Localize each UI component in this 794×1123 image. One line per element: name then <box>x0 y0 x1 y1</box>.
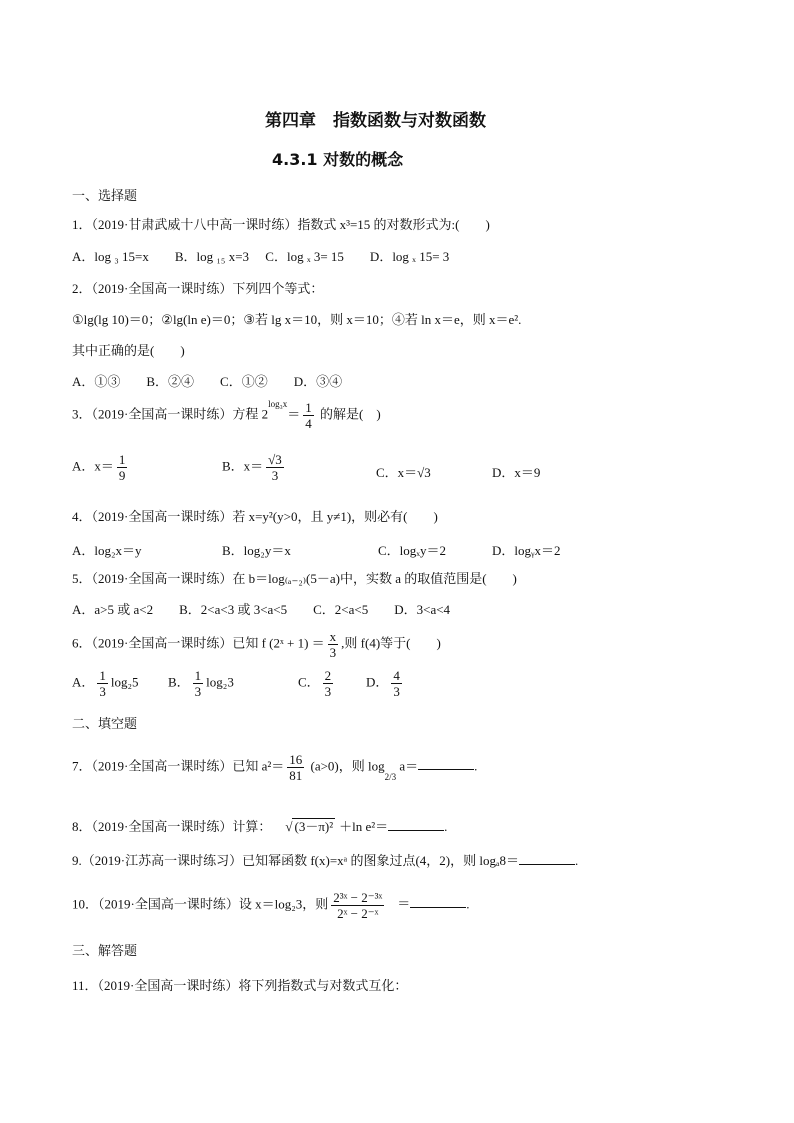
fraction-denominator: 81 <box>289 768 303 783</box>
option-fraction <box>97 668 108 699</box>
question-11-stem: 11．（2019·全国高一课时练）将下列指数式与对数式互化： <box>72 978 408 993</box>
question-4-option-c: C．logₓy＝2 <box>378 543 447 558</box>
fraction-denominator: 3 <box>194 684 202 699</box>
answer-blank[interactable] <box>418 757 474 770</box>
question-10-stem-a: 10．（2019·全国高一课时练）设 x＝log₂3，则 <box>72 896 329 912</box>
option-fraction <box>117 452 128 483</box>
section-heading-fill: 二、填空题 <box>72 716 138 731</box>
fraction-denominator: 2ˣ − 2⁻ˣ <box>337 906 379 921</box>
fraction-denominator: 3 <box>324 684 332 699</box>
chapter-title: 第四章 指数函数与对数函数 <box>265 111 486 131</box>
question-8-stem-a: 8．（2019·全国高一课时练）计算： <box>72 819 272 834</box>
answer-blank[interactable] <box>519 852 575 865</box>
option-label: C． <box>298 674 320 690</box>
fraction-denominator: 3 <box>271 468 279 483</box>
question-8-stem-b: ＋ln e²＝ <box>339 819 389 834</box>
question-6-stem-a: 6．（2019·全国高一课时练）已知 f (2ˣ + 1) ＝ <box>72 635 325 651</box>
fraction-numerator: 1 <box>118 452 126 467</box>
question-3-stem-c: 的解是( ) <box>316 406 381 422</box>
question-4-option-a: A．log₂x＝y <box>72 543 142 558</box>
question-3-stem <box>72 400 381 431</box>
radicand: (3－π)² <box>294 819 334 834</box>
question-10-stem-b: ＝ <box>397 896 411 912</box>
fraction-numerator: 2 <box>324 668 332 683</box>
question-6-stem <box>72 629 441 660</box>
answer-blank[interactable] <box>410 895 466 908</box>
question-3-option-a <box>72 452 130 483</box>
fraction-numerator: 1 <box>194 668 202 683</box>
answer-blank[interactable] <box>388 818 444 831</box>
question-1-options: A．log ₃ 15=x B．log ₁₅ x=3 C．log ₓ 3= 15 D．log ₓ 15= 3 <box>72 249 450 264</box>
question-3-option-d: D．x＝9 <box>492 465 541 480</box>
question-6-option-c <box>298 668 336 699</box>
fraction-numerator: √3 <box>268 452 282 467</box>
question-6-stem-b: ,则 f(4)等于( ) <box>341 635 441 651</box>
fraction-numerator: 4 <box>393 668 400 683</box>
section-title: 4.3.1 对数的概念 <box>272 150 404 169</box>
question-3-fraction <box>303 400 314 431</box>
question-3-stem-a: 3．（2019·全国高一课时练）方程 2 <box>72 406 269 422</box>
question-1-stem: 1．（2019·甘肃武威十八中高一课时练）指数式 x³=15 的对数形式为:( ) <box>72 217 490 232</box>
question-3-stem-b: ＝ <box>287 406 301 422</box>
question-6-fraction <box>328 629 339 660</box>
question-2-statements: ①lg(lg 10)＝0；②lg(ln e)＝0；③若 lg x＝10，则 x＝10；④若 ln x＝e，则 x＝e². <box>72 312 522 327</box>
option-fraction <box>193 668 204 699</box>
log-base: 2/3 <box>384 772 397 783</box>
fraction-numerator: 16 <box>289 752 303 767</box>
fraction-denominator: 9 <box>118 468 126 483</box>
option-fraction <box>391 668 402 699</box>
question-5-options: A．a>5 或 a<2 B．2<a<3 或 3<a<5 C．2<a<5 D．3<a<4 <box>72 602 451 617</box>
question-8-stem: 8．（2019·全国高一课时练）计算： √ (3－π)² ＋ln e²＝ . <box>72 819 448 834</box>
question-3-option-c: C．x＝√3 <box>376 465 431 480</box>
fraction-numerator: 2³ˣ − 2⁻³ˣ <box>333 890 383 905</box>
question-6-option-b <box>168 668 234 699</box>
question-3-option-b <box>222 452 287 483</box>
option-label: A． <box>72 674 95 690</box>
question-5-stem: 5．（2019·全国高一课时练）在 b＝log₍ₐ₋₂₎(5－a)中，实数 a 的取值范围是( ) <box>72 571 517 586</box>
fraction-denominator: 3 <box>99 684 106 699</box>
option-label: B． <box>168 674 190 690</box>
question-7-stem-a: 7．（2019·全国高一课时练）已知 a²＝ <box>72 758 285 774</box>
question-10-fraction <box>331 890 384 921</box>
option-label: D． <box>366 674 389 690</box>
question-9-text: 9.（2019·江苏高一课时练习）已知幂函数 f(x)=xᵃ 的图象过点(4，2)，则 logₐ8＝ <box>72 853 520 868</box>
question-4-option-b: B．log₂y＝x <box>222 543 291 558</box>
fraction-denominator: 3 <box>393 684 400 699</box>
option-label: B．x＝ <box>222 458 264 474</box>
section-heading-choice: 一、选择题 <box>72 188 138 203</box>
option-text: log₂3 <box>206 674 234 690</box>
question-4-stem: 4．（2019·全国高一课时练）若 x=y²(y>0，且 y≠1)，则必有( ) <box>72 509 438 524</box>
question-2-stem: 2．（2019·全国高一课时练）下列四个等式： <box>72 281 324 296</box>
option-label: A．x＝ <box>72 458 114 474</box>
fraction-numerator: x <box>329 629 337 644</box>
question-7-stem: 7．（2019·全国高一课时练）已知 a²＝ $\frac{16}{81}$ (a>0)，则 $\log_{2/3} a=$ . <box>72 752 478 783</box>
question-6-option-d <box>366 668 405 699</box>
fraction-numerator: 1 <box>305 400 312 415</box>
question-4-option-d: D．logᵧx＝2 <box>492 543 561 558</box>
fraction-denominator: 3 <box>329 645 337 660</box>
option-text: log₂5 <box>110 674 139 690</box>
option-fraction <box>266 452 284 483</box>
question-2-options: A．①③ B．②④ C．①② D．③④ <box>72 374 343 389</box>
question-7-stem-b: (a>0)，则 log <box>307 758 385 774</box>
question-7-stem-c: a＝ <box>396 758 419 774</box>
fraction-numerator: 1 <box>99 668 106 683</box>
section-heading-answer: 三、解答题 <box>72 943 138 958</box>
question-7-fraction <box>287 752 304 783</box>
question-9-stem: 9.（2019·江苏高一课时练习）已知幂函数 f(x)=xᵃ 的图象过点(4，2)，则 logₐ8＝ . <box>72 853 579 868</box>
question-10-stem: 10．（2019·全国高一课时练）设 x＝log₂3，则 $\frac{\text{2³ˣ − 2⁻³ˣ}}{\text{2ˣ − 2⁻ˣ}}$ ＝ . <box>72 890 470 921</box>
option-fraction <box>323 668 334 699</box>
question-2-ask: 其中正确的是( ) <box>72 343 185 358</box>
question-6-option-a <box>72 668 139 699</box>
fraction-denominator: 4 <box>305 416 312 431</box>
question-3-exponent: log₃x <box>268 399 288 410</box>
